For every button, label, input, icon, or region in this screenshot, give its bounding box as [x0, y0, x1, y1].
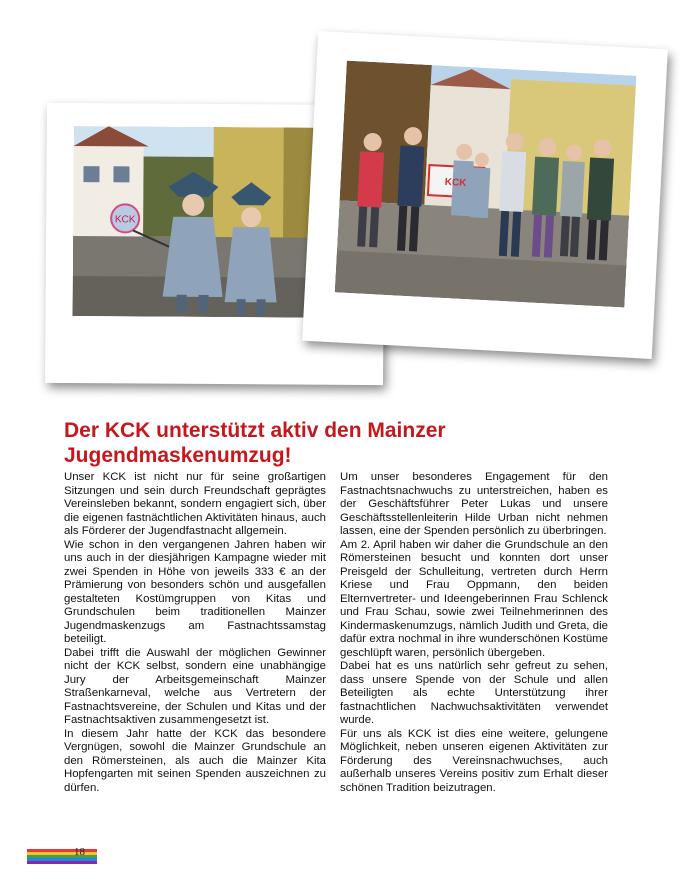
paragraph: Für uns als KCK ist dies eine weitere, gelungene Möglichkeit, neben unseren eigenen Aktivitäten zur Förderung des Vereinsnachwuchses, auch außerhalb unseres Vereins positiv zum Erhalt dieser schönen Tradition beizutragen. — [340, 727, 608, 794]
photo-group-handover-image — [335, 61, 637, 308]
article-column-left — [64, 471, 326, 795]
paragraph: Dabei trifft die Auswahl der möglichen Gewinner nicht der KCK selbst, sondern eine unabhängige Jury der Arbeitsgemeinschaft Mainzer Straßenkarneval, welche aus Vertretern der Fastnachtsvereine, der Schulen und Kitas und der Fastnachtsaktiven zusammengesetzt ist. — [64, 646, 326, 726]
paragraph: Unser KCK ist nicht nur für seine großartigen Sitzungen und sein durch Freundschaft geprägtes Vereinsleben bekannt, sondern engagiert sich, über die eigenen fastnächtlichen Aktivitäten hinaus, auch als Förderer der Jugendfastnacht allgemein. — [64, 471, 326, 537]
article-headline: Der KCK unterstützt aktiv den Mainzer Jugendmaskenumzug! — [64, 419, 446, 467]
photo-left-banner-text: KCK — [114, 214, 136, 226]
paragraph: Dabei hat es uns natürlich sehr gefreut zu sehen, dass unsere Spende von der Schule und allen Beteiligten als echte Unterstützung ihrer fastnachtlichen Nachwuchsaktivitäten verwendet wurde. — [340, 660, 608, 726]
paragraph: Wie schon in den vergangenen Jahren haben wir uns auch in der diesjährigen Kampagne wieder mit zwei Spenden in Höhe von jeweils 333 € an der Prämierung von besonders schön und ausgefallen gestalteten Kostümgruppen von Kitas und Grundschulen beim traditionellen Mainzer Jugendmaskenzugs am Fastnachtssamstag beteiligt. — [64, 538, 326, 645]
page-footer — [27, 846, 97, 864]
paragraph: Am 2. April haben wir daher die Grundschule an den Römersteinen besucht und konnten dort unser Preisgeld der Schulleitung, vertreten durch Herrn Kriese und Frau Oppmann, den beiden Elternvertreter- und Ideengeberinnen Frau Schlenck und Frau Schau, sowie zwei Teilnehmerinnen des Kindermaskenumzugs, nämlich Judith und Greta, die dafür extra nochmal in ihre wunderschönen Kostüme geschlüpft waren, persönlich übergeben. — [340, 538, 608, 659]
footer-stripe — [27, 861, 97, 864]
photo-right-banner-text: KCK — [444, 176, 467, 190]
paragraph: Um unser besonderes Engagement für den Fastnachtsnachwuchs zu unterstreichen, haben es der Geschäftsführer Peter Lukas und unsere Geschäftsstellenleiterin Hilde Urban nicht nehmen lassen, eine der Spenden persönlich zu überbringen. — [340, 471, 608, 537]
photo-group-handover — [302, 31, 668, 359]
article-column-right — [340, 471, 608, 795]
page-number: 18 — [74, 846, 85, 858]
paragraph: In diesem Jahr hatte der KCK das besondere Vergnügen, sowohl die Mainzer Grundschule an den Römersteinen, als auch die Mainzer Kita Hopfengarten mit seinen Spenden auszeichnen zu dürfen. — [64, 727, 326, 794]
